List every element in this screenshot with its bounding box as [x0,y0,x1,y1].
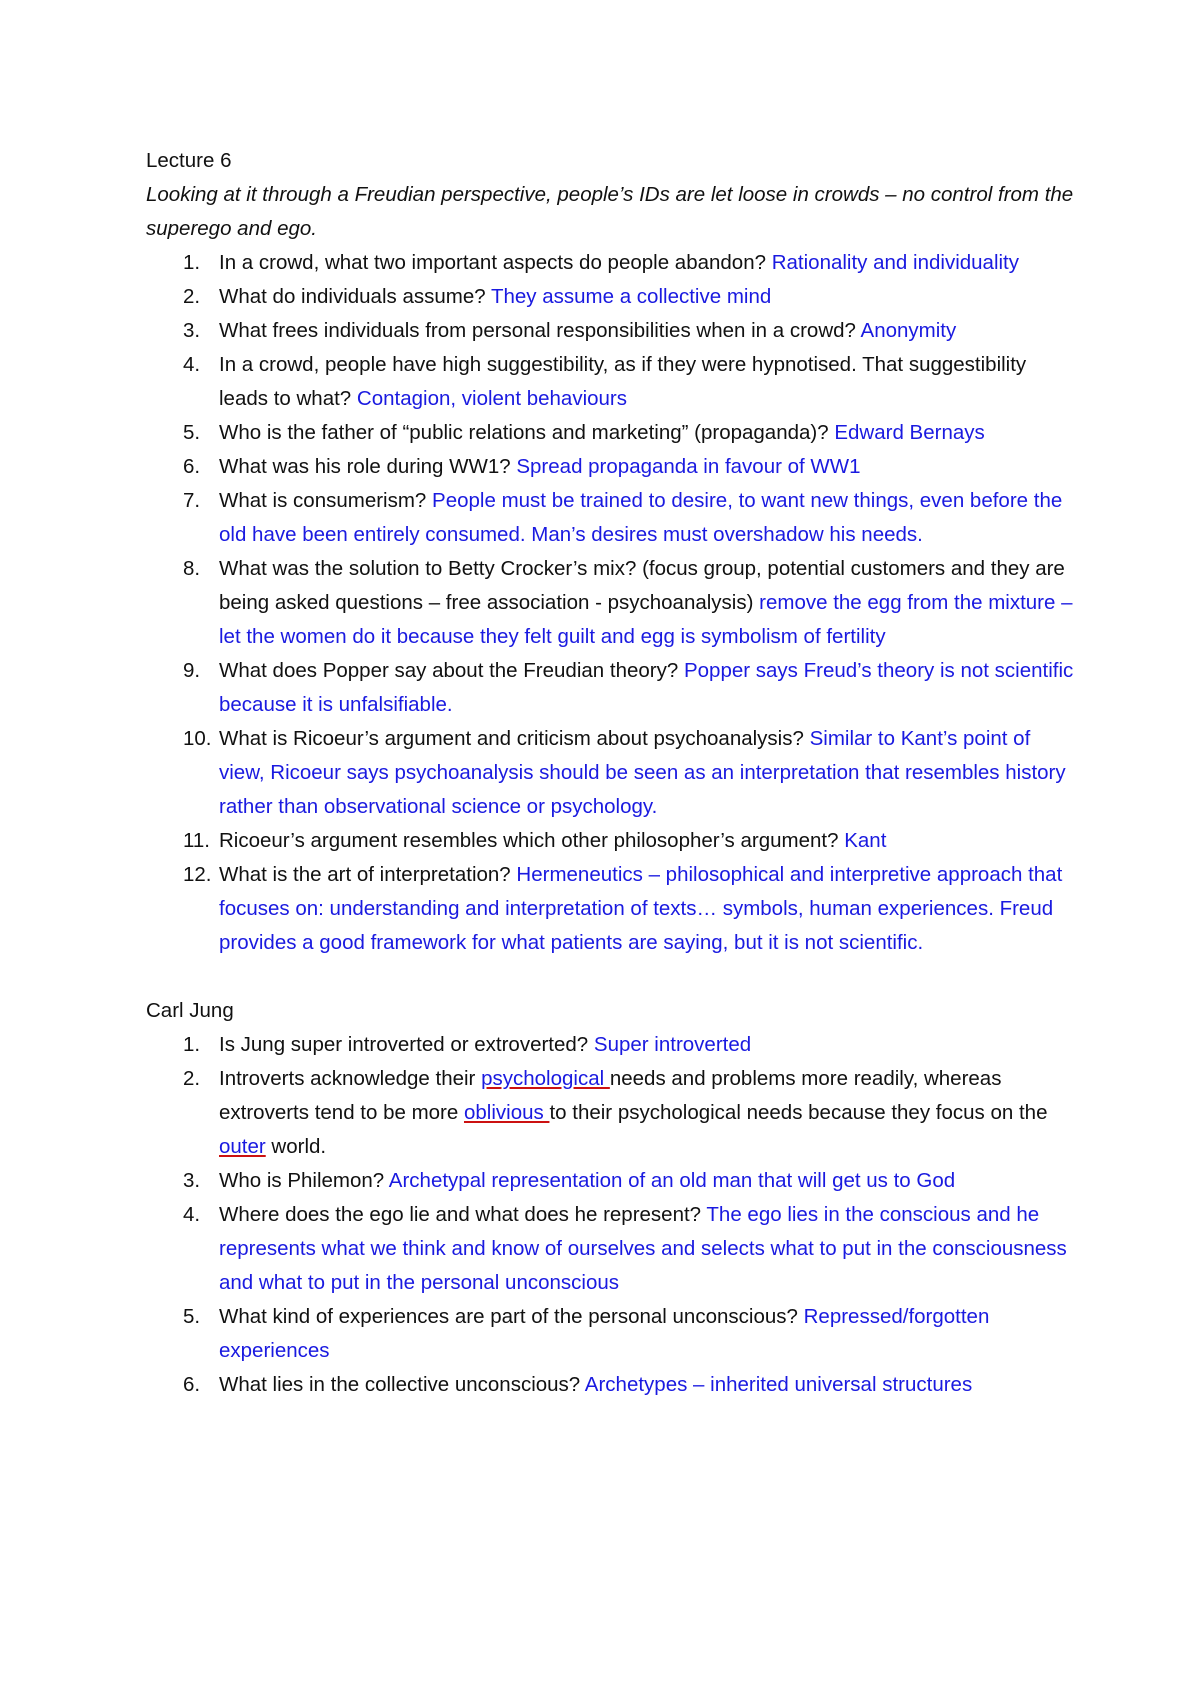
question: In a crowd, what two important aspects do people abandon? [219,251,767,274]
list-item: 6. What was his role during WW1? Spread propaganda in favour of WW1 [183,455,861,478]
list-item: 1. Is Jung super introverted or extroverted? Super introverted [183,1033,752,1056]
question: What is consumerism? [219,489,427,512]
answer: Contagion, violent behaviours [356,387,627,410]
lecture-title: Lecture 6 [146,149,232,172]
answer: Archetypal representation of an old man that will get us to God [388,1169,956,1192]
answer: Similar to Kant’s point of view, Ricoeur says psychoanalysis should be seen as an interpretation that resembles history rather than observational science or psychology. [219,727,1066,818]
list-item: 3. What frees individuals from personal responsibilities when in a crowd? Anonymity [183,319,957,342]
answer: People must be trained to desire, to want new things, even before the old have been entirely consumed. Man’s desires must overshadow his needs. [219,489,1063,546]
question: Ricoeur’s argument resembles which other philosopher’s argument? [219,829,839,852]
question: In a crowd, people have high suggestibility, as if they were hypnotised. That suggestibility leads to what? [219,353,1027,410]
fill-text: to their psychological needs because they focus on the [549,1101,1048,1124]
list-item: 11. Ricoeur’s argument resembles which other philosopher’s argument? Kant [183,829,887,852]
answer: Kant [844,829,887,852]
answer: Archetypes – inherited universal structures [584,1373,973,1396]
answer: They assume a collective mind [490,285,772,308]
list-item: 6. What lies in the collective unconscious? Archetypes – inherited universal structures [183,1373,973,1396]
list-item: 5. Who is the father of “public relations and marketing” (propaganda)? Edward Bernays [183,421,985,444]
answer: remove the egg from the mixture – let the women do it because they felt guilt and egg is symbolism of fertility [219,591,1073,648]
answer: The ego lies in the conscious and he represents what we think and know of ourselves and selects what to put in the consciousness and what to put in the personal unconscious [219,1203,1067,1294]
fill-text: Introverts acknowledge their [219,1067,482,1090]
document-page [146,144,1076,1402]
question: What kind of experiences are part of the personal unconscious? [219,1305,798,1328]
jung-title: Carl Jung [146,999,234,1022]
section-spacer [146,960,1076,994]
list-item: 9. What does Popper say about the Freudian theory? Popper says Freud’s theory is not scientific because it is unfalsifiable. [183,659,1074,716]
fill-blank-answer: psychological [481,1067,610,1090]
answer: Anonymity [860,319,957,342]
question: Who is Philemon? [219,1169,385,1192]
list-item: 7. What is consumerism? People must be trained to desire, to want new things, even before the old have been entirely consumed. Man’s desires must overshadow his needs. [183,489,1063,546]
question: What lies in the collective unconscious? [219,1373,581,1396]
question: What is the art of interpretation? [219,863,511,886]
answer: Hermeneutics – philosophical and interpretive approach that focuses on: understanding and interpretation of texts… symbols, human experiences. Freud provides a good framework for what patients are saying, but it is not scientific. [219,863,1063,954]
answer: Edward Bernays [834,421,985,444]
list-item: 10. What is Ricoeur’s argument and criticism about psychoanalysis? Similar to Kant’s point of view, Ricoeur says psychoanalysis should be seen as an interpretation that resembles history rather than observational science or psychology. [183,727,1066,818]
fill-text: world. [265,1135,327,1158]
question: What does Popper say about the Freudian theory? [219,659,679,682]
lecture-intro: Looking at it through a Freudian perspective, people’s IDs are let loose in crowds – no control from the superego and ego. [146,183,1074,240]
question: What do individuals assume? [219,285,486,308]
jung-question-list [146,1028,1076,1402]
fill-text: needs and problems more readily, whereas extroverts tend to be more [219,1067,1002,1124]
fill-blank-answer: oblivious [463,1101,550,1124]
answer: Repressed/forgotten experiences [219,1305,990,1362]
answer: Popper says Freud’s theory is not scientific because it is unfalsifiable. [219,659,1074,716]
question: What was his role during WW1? [219,455,511,478]
answer: Spread propaganda in favour of WW1 [516,455,861,478]
list-item: 2. What do individuals assume? They assume a collective mind [183,285,772,308]
list-item: 1. In a crowd, what two important aspects do people abandon? Rationality and individuality [183,251,1019,274]
answer: Super introverted [593,1033,752,1056]
lecture-question-list [146,246,1076,960]
answer: Rationality and individuality [771,251,1019,274]
question: What was the solution to Betty Crocker’s mix? (focus group, potential customers and they are being asked questions – free association - psychoanalysis) [219,557,1065,614]
question: What frees individuals from personal responsibilities when in a crowd? [219,319,856,342]
list-item: 3. Who is Philemon? Archetypal representation of an old man that will get us to God [183,1169,956,1192]
list-item: 5. What kind of experiences are part of the personal unconscious? Repressed/forgotten experiences [183,1305,990,1362]
question: Where does the ego lie and what does he represent? [219,1203,702,1226]
fill-blank-answer: outer [219,1135,266,1158]
list-item: 4. In a crowd, people have high suggestibility, as if they were hypnotised. That suggestibility leads to what? Contagion, violent behaviours [183,353,1027,410]
question: Is Jung super introverted or extroverted? [219,1033,589,1056]
list-item: 4. Where does the ego lie and what does he represent? The ego lies in the conscious and he represents what we think and know of ourselves and selects what to put in the consciousness and what to put in the personal unconscious [183,1203,1067,1294]
fill-in-item: 2. Introverts acknowledge their psychological needs and problems more readily, whereas extroverts tend to be more oblivious to their psychological needs because they focus on the outer world. [183,1067,1048,1158]
list-item: 8. What was the solution to Betty Crocker’s mix? (focus group, potential customers and they are being asked questions – free association - psychoanalysis) remove the egg from the mixture – let the women do it because they felt guilt and egg is symbolism of fertility [183,557,1073,648]
list-item: 12. What is the art of interpretation? Hermeneutics – philosophical and interpretive approach that focuses on: understanding and interpretation of texts… symbols, human experiences. Freud provides a good framework for what patients are saying, but it is not scientific. [183,863,1063,954]
question: What is Ricoeur’s argument and criticism about psychoanalysis? [219,727,804,750]
question: Who is the father of “public relations and marketing” (propaganda)? [219,421,829,444]
